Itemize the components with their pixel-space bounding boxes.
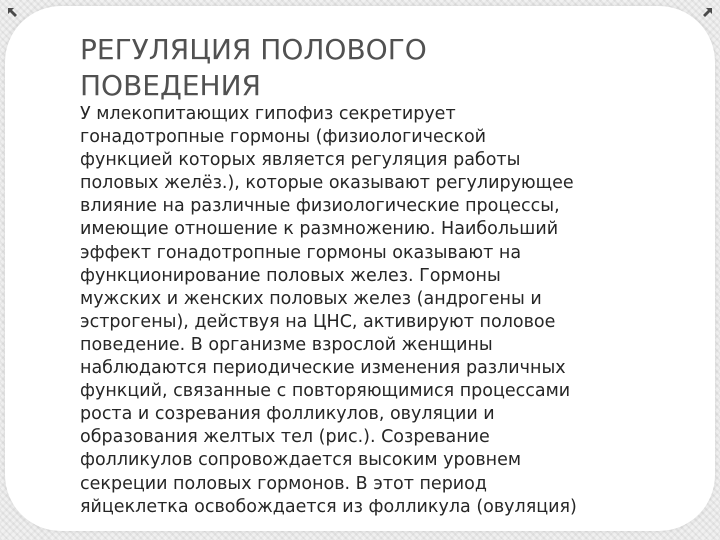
body-text-line: половых желёз.), которые оказывают регулирующее <box>80 173 574 194</box>
body-text-line: имеющие отношение к размножению. Наибольший <box>80 219 559 240</box>
body-text-line: функционирование половых желез. Гормоны <box>80 265 501 286</box>
body-text-line: влияние на различные физиологические процессы, <box>80 196 560 217</box>
body-text-line: У млекопитающих гипофиз секретирует <box>80 104 456 124</box>
arrow-up-right-icon <box>702 7 713 18</box>
body-text-line: поведение. В организме взрослой женщины <box>80 334 493 355</box>
slide-title-line: ПОВЕДЕНИЯ <box>80 69 262 102</box>
body-text-line: яйцеклетка освобождается из фолликула (овуляция) <box>80 496 577 517</box>
body-text-line: мужских и женских половых желез (андрогены и <box>80 288 542 309</box>
body-text-line: образования желтых тел (рис.). Созревание <box>80 427 490 448</box>
body-text-line: функцией которых является регуляция работы <box>80 150 521 171</box>
body-text-line: функций, связанные с повторяющимися процессами <box>80 381 571 402</box>
body-text-line: фолликулов сопровождается высоким уровнем <box>80 450 522 471</box>
arrow-up-left-icon <box>7 7 18 18</box>
body-text-line: эстрогены), действуя на ЦНС, активируют половое <box>80 311 556 332</box>
body-text-line: наблюдаются периодические изменения различных <box>80 358 566 379</box>
slide-body-text <box>80 103 670 519</box>
body-text-line: роста и созревания фолликулов, овуляции и <box>80 404 495 425</box>
body-text-line: гонадотропные гормоны (физиологической <box>80 127 487 148</box>
body-text-line: эффект гонадотропные гормоны оказывают на <box>80 242 522 263</box>
slide-title <box>80 32 660 104</box>
body-text-line: секреции половых гормонов. В этот период <box>80 473 487 494</box>
slide-title-line: РЕГУЛЯЦИЯ ПОЛОВОГО <box>80 33 427 66</box>
slide-content-panel <box>5 6 715 531</box>
